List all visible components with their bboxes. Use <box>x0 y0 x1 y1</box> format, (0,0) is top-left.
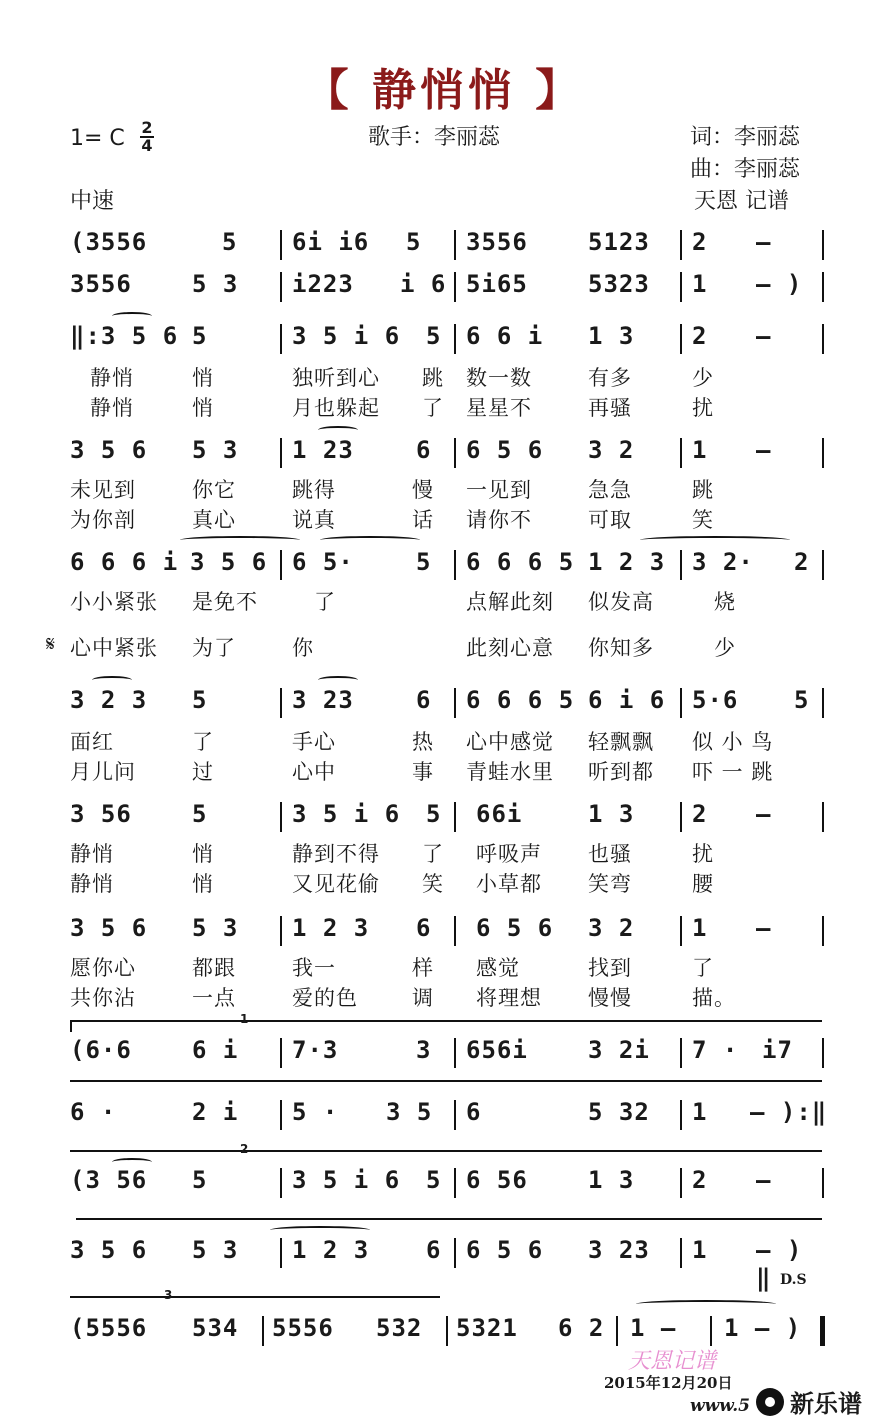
barline <box>454 1038 456 1068</box>
notation-row-4 <box>70 436 830 476</box>
lyric-word: 过 <box>192 760 214 784</box>
measure-cell: 6 <box>466 1098 482 1126</box>
measure-cell: – ) <box>756 270 803 298</box>
lyric-word: 可取 <box>588 508 632 532</box>
measure-cell: 5 <box>426 800 442 828</box>
singer-credit: 歌手：李丽蕊 <box>368 125 501 150</box>
measure-cell: 1 3 <box>588 800 635 828</box>
lyric-word: 为了 <box>192 636 236 660</box>
measure-cell: 3556 <box>70 270 132 298</box>
lyric-word: 悄 <box>192 842 214 866</box>
measure-cell: 6 · <box>70 1098 117 1126</box>
barline <box>822 230 824 260</box>
measure-2b: 5 <box>406 228 422 256</box>
barline <box>454 802 456 832</box>
measure-cell: 3 5 i 6 <box>292 322 401 350</box>
lyric-word: 心中紧张 <box>70 636 158 660</box>
barline <box>280 1238 282 1268</box>
lyric-word: 都跟 <box>192 956 236 980</box>
measure-cell: 1 – ) <box>724 1314 802 1342</box>
measure-cell: 6 <box>426 1236 442 1264</box>
measure-4a: 2 <box>692 228 708 256</box>
lyric-word: 我一 <box>292 956 336 980</box>
lyric-word: 感觉 <box>476 956 520 980</box>
lyric-word: 说真 <box>292 508 336 532</box>
measure-cell: 3 2 3 <box>70 686 148 714</box>
barline <box>680 324 682 354</box>
barline <box>454 1238 456 1268</box>
ds-marking: D.S <box>780 1272 807 1288</box>
barline <box>822 802 824 832</box>
lyric-word: 愿你心 <box>70 956 136 980</box>
measure-cell: i 6 <box>400 270 447 298</box>
lyric-word: 呼吸声 <box>476 842 542 866</box>
measure-cell: 1 3 <box>588 322 635 350</box>
volta-1-bracket <box>70 1020 822 1022</box>
measure-cell: 534 <box>192 1314 239 1342</box>
lyric-word: 共你沾 <box>70 986 136 1010</box>
measure-cell: 66i <box>476 800 523 828</box>
measure-cell: 3 <box>416 1036 432 1064</box>
measure-cell: 5 3 <box>192 1236 239 1264</box>
lyric-word: 静悄 <box>70 842 114 866</box>
barline <box>280 230 282 260</box>
barline <box>822 916 824 946</box>
barline <box>822 688 824 718</box>
measure-cell: 5 · <box>292 1098 339 1126</box>
barline <box>822 550 824 580</box>
lyric-word: 静悄 <box>90 396 134 420</box>
measure-cell: 5 <box>192 800 208 828</box>
lyric-word: 扰 <box>692 396 714 420</box>
measure-cell: 5323 <box>588 270 650 298</box>
transcription-date: 2015年12月20日 <box>604 1374 733 1392</box>
measure-cell: 6 i 6 <box>588 686 666 714</box>
measure-1b: 5 <box>222 228 238 256</box>
lyric-word: 慢 <box>412 478 434 502</box>
lyric-word: 静悄 <box>70 872 114 896</box>
measure-4b: – <box>756 228 772 256</box>
composer-credit: 曲：李丽蕊 <box>690 157 801 182</box>
barline <box>680 1038 682 1068</box>
measure-cell: i223 <box>292 270 354 298</box>
barline <box>680 1168 682 1198</box>
lyric-word: 小小紧张 <box>70 590 158 614</box>
lyric-word: 笑弯 <box>588 872 632 896</box>
measure-cell: 5 <box>426 322 442 350</box>
measure-cell: 5i65 <box>466 270 528 298</box>
lyric-word: 你它 <box>192 478 236 502</box>
lyric-word: 急急 <box>588 478 632 502</box>
measure-cell: 3 23 <box>292 686 354 714</box>
measure-cell: 6 i <box>192 1036 239 1064</box>
measure-cell: – <box>756 800 772 828</box>
measure-cell: 1 – <box>630 1314 677 1342</box>
lyric-word: 是免不 <box>192 590 258 614</box>
barline <box>680 688 682 718</box>
barline <box>710 1316 712 1346</box>
volta-1-number: 1 <box>240 1012 249 1026</box>
barline <box>280 688 282 718</box>
lyric-word: 笑 <box>422 872 444 896</box>
time-signature: 2 4 <box>141 118 153 155</box>
tempo-marking: 中速 <box>70 189 115 214</box>
measure-cell: – <box>756 436 772 464</box>
notation-row-7 <box>70 800 830 840</box>
transcriber-credit: 天恩 记谱 <box>694 189 789 214</box>
lyric-word: 事 <box>412 760 434 784</box>
lyric-word: 吓 一 跳 <box>692 760 774 784</box>
measure-cell: – ) ‖ <box>756 1236 803 1292</box>
lyric-word: 再骚 <box>588 396 632 420</box>
barline <box>454 550 456 580</box>
measure-cell: (6·6 <box>70 1036 132 1064</box>
measure-cell: 5 3 <box>192 270 239 298</box>
measure-cell: 656i <box>466 1036 528 1064</box>
site-watermark: www.5 <box>690 1396 750 1416</box>
measure-cell: 3 5 6 <box>70 1236 148 1264</box>
measure-cell: 7 · <box>692 1036 739 1064</box>
measure-cell: 1 2 3 <box>588 548 666 576</box>
lyric-word: 扰 <box>692 842 714 866</box>
measure-cell: 6 5 6 <box>476 914 554 942</box>
lyric-word: 静到不得 <box>292 842 380 866</box>
measure-cell: 3 56 <box>70 800 132 828</box>
tie-mark <box>636 1300 776 1308</box>
measure-cell: 6 6 i <box>466 322 544 350</box>
measure-2a: 6i i6 <box>292 228 370 256</box>
lyric-word: 心中 <box>292 760 336 784</box>
measure-cell: 6 5· <box>292 548 354 576</box>
measure-cell: 1 23 <box>292 436 354 464</box>
lyricist-credit: 词：李丽蕊 <box>690 125 801 150</box>
barline <box>280 802 282 832</box>
lyric-word: 你 <box>292 636 314 660</box>
lyric-word: 悄 <box>192 872 214 896</box>
notation-row-11 <box>70 1166 830 1206</box>
measure-cell: 6 <box>416 914 432 942</box>
measure-cell: 3 2i <box>588 1036 650 1064</box>
barline <box>280 272 282 302</box>
barline <box>454 324 456 354</box>
lyric-word: 笑 <box>692 508 714 532</box>
lyric-word: 了 <box>422 396 444 420</box>
lyric-word: 听到都 <box>588 760 654 784</box>
measure-cell: 3 2 <box>588 436 635 464</box>
measure-cell: 1 <box>692 1236 708 1264</box>
lyric-word: 似发高 <box>588 590 654 614</box>
volta-3-number: 3 <box>164 1288 173 1302</box>
slur-mark <box>112 1158 152 1166</box>
lyric-word: 也骚 <box>588 842 632 866</box>
notation-row-6 <box>70 686 830 726</box>
measure-cell: 5556 <box>272 1314 334 1342</box>
notation-row-1 <box>70 228 830 268</box>
barline <box>280 1100 282 1130</box>
measure-cell: 5 32 <box>588 1098 650 1126</box>
tie-mark <box>320 536 420 544</box>
measure-cell: 532 <box>376 1314 423 1342</box>
measure-cell: 6 6 6 5 <box>466 686 575 714</box>
lyric-word: 手心 <box>292 730 336 754</box>
lyric-word: 青蛙水里 <box>466 760 554 784</box>
barline <box>454 688 456 718</box>
barline <box>280 916 282 946</box>
lyric-word: 一点 <box>192 986 236 1010</box>
notation-row-2 <box>70 270 830 310</box>
measure-cell: 5 3 <box>192 914 239 942</box>
lyric-word: 慢慢 <box>588 986 632 1010</box>
lyric-word: 了 <box>692 956 714 980</box>
barline <box>822 324 824 354</box>
slur-mark <box>270 1226 370 1234</box>
measure-cell: 5321 <box>456 1314 518 1342</box>
volta-2-bracket <box>70 1150 822 1152</box>
lyric-word: 跳得 <box>292 478 336 502</box>
barline <box>454 1168 456 1198</box>
measure-cell: 1 <box>692 436 708 464</box>
barline <box>280 1038 282 1068</box>
lyric-word: 少 <box>714 636 736 660</box>
lyric-word: 请你不 <box>466 508 532 532</box>
volta-tick <box>70 1020 72 1032</box>
measure-cell: 5 <box>794 686 810 714</box>
measure-cell: 6 5 6 <box>466 1236 544 1264</box>
notation-row-5 <box>70 548 830 588</box>
lyric-word: 样 <box>412 956 434 980</box>
measure-3a: 3556 <box>466 228 528 256</box>
barline <box>822 1038 824 1068</box>
lyric-word: 轻飘飘 <box>588 730 654 754</box>
volta-2-number: 2 <box>240 1142 249 1156</box>
measure-cell: 5 <box>416 548 432 576</box>
barline <box>454 230 456 260</box>
measure-cell: 1 3 <box>588 1166 635 1194</box>
notation-row-8 <box>70 914 830 954</box>
barline <box>454 438 456 468</box>
lyric-word: 又见花偷 <box>292 872 380 896</box>
barline <box>616 1316 618 1346</box>
barline <box>446 1316 448 1346</box>
lyric-word: 悄 <box>192 366 214 390</box>
lyric-word: 了 <box>314 590 336 614</box>
measure-cell: 5 <box>192 322 208 350</box>
lyric-word: 调 <box>412 986 434 1010</box>
measure-cell: 5 <box>192 686 208 714</box>
lyric-word: 未见到 <box>70 478 136 502</box>
measure-cell: 3 5 6 <box>70 436 148 464</box>
measure-cell: 2 <box>692 1166 708 1194</box>
barline <box>680 438 682 468</box>
lyric-word: 点解此刻 <box>466 590 554 614</box>
barline <box>680 230 682 260</box>
measure-cell: – <box>756 322 772 350</box>
measure-3b: 5123 <box>588 228 650 256</box>
measure-cell: (5556 <box>70 1314 148 1342</box>
lyric-word: 少 <box>692 366 714 390</box>
barline <box>822 438 824 468</box>
barline <box>680 916 682 946</box>
measure-cell: 1 2 3 <box>292 914 370 942</box>
lyric-word: 热 <box>412 730 434 754</box>
brand-logo <box>756 1384 862 1419</box>
lyric-word: 描。 <box>692 986 736 1010</box>
barline <box>822 1168 824 1198</box>
barline <box>680 550 682 580</box>
volta-2-bracket-lower <box>76 1218 822 1220</box>
barline <box>454 272 456 302</box>
barline <box>280 324 282 354</box>
lyric-word: 话 <box>412 508 434 532</box>
lyric-word: 将理想 <box>476 986 542 1010</box>
measure-cell: 2 i <box>192 1098 239 1126</box>
measure-cell: 6 <box>416 686 432 714</box>
lyric-word: 面红 <box>70 730 114 754</box>
lyric-word: 似 小 鸟 <box>692 730 774 754</box>
song-title: 【 静悄悄 】 <box>304 65 584 116</box>
segno-icon: 𝄋 <box>46 632 57 656</box>
measure-cell: 3 5 <box>386 1098 433 1126</box>
disc-icon <box>756 1388 784 1416</box>
measure-cell: i7 <box>762 1036 793 1064</box>
barline <box>822 272 824 302</box>
lyric-word: 静悄 <box>90 366 134 390</box>
measure-cell: 5 3 <box>192 436 239 464</box>
barline <box>680 802 682 832</box>
lyric-word: 心中感觉 <box>466 730 554 754</box>
barline <box>454 916 456 946</box>
measure-cell: 1 <box>692 270 708 298</box>
measure-cell: 3 2· <box>692 548 754 576</box>
lyric-word: 真心 <box>192 508 236 532</box>
measure-cell: 6 6 6 i <box>70 548 179 576</box>
lyric-word: 你知多 <box>588 636 654 660</box>
measure-cell: ‖:3 5 6 <box>70 322 179 350</box>
measure-cell: 5 <box>426 1166 442 1194</box>
measure-cell: 5·6 <box>692 686 739 714</box>
barline <box>680 1238 682 1268</box>
measure-cell: 3 5 6 <box>190 548 268 576</box>
measure-cell: 3 5 i 6 <box>292 800 401 828</box>
measure-cell: 1 <box>692 914 708 942</box>
measure-cell: 6 5 6 <box>466 436 544 464</box>
measure-cell: 6 <box>416 436 432 464</box>
barline <box>454 1100 456 1130</box>
slur-mark <box>112 312 152 320</box>
measure-cell: 7·3 <box>292 1036 339 1064</box>
lyric-word: 月儿问 <box>70 760 136 784</box>
barline <box>262 1316 264 1346</box>
barline <box>680 272 682 302</box>
slur-mark <box>318 676 358 684</box>
measure-cell: – <box>756 914 772 942</box>
lyric-word: 烧 <box>714 590 736 614</box>
tie-mark <box>640 536 790 544</box>
transcriber-signature: 天恩记谱 <box>628 1349 717 1374</box>
barline <box>680 1100 682 1130</box>
brand-name: 新乐谱 <box>790 1390 862 1418</box>
measure-cell: 6 56 <box>466 1166 528 1194</box>
barline <box>280 1168 282 1198</box>
measure-cell: – <box>756 1166 772 1194</box>
lyric-word: 独听到心 <box>292 366 380 390</box>
measure-cell: 6 6 6 5 <box>466 548 575 576</box>
measure-cell: 1 <box>692 1098 708 1126</box>
slur-mark <box>92 676 132 684</box>
final-barline <box>820 1316 825 1346</box>
lyric-word: 了 <box>192 730 214 754</box>
lyric-word: 腰 <box>692 872 714 896</box>
lyric-word: 悄 <box>192 396 214 420</box>
barline <box>280 438 282 468</box>
lyric-word: 爱的色 <box>292 986 358 1010</box>
measure-cell: 2 <box>692 800 708 828</box>
lyric-word: 数一数 <box>466 366 532 390</box>
notation-row-9 <box>70 1036 830 1076</box>
measure-1a: (3556 <box>70 228 148 256</box>
lyric-word: 找到 <box>588 956 632 980</box>
volta-1-bracket-lower <box>70 1080 822 1082</box>
measure-cell: 3 23 <box>588 1236 650 1264</box>
measure-cell: 5 <box>192 1166 208 1194</box>
measure-cell: (3 56 <box>70 1166 148 1194</box>
notation-row-10 <box>70 1098 830 1138</box>
measure-cell: – ):‖ <box>750 1098 828 1126</box>
measure-cell: 3 2 <box>588 914 635 942</box>
measure-cell: 2 <box>692 322 708 350</box>
volta-3-bracket <box>70 1296 440 1298</box>
notation-row-3 <box>70 322 830 362</box>
lyric-word: 星星不 <box>466 396 532 420</box>
lyric-word: 跳 <box>692 478 714 502</box>
lyric-word: 月也躲起 <box>292 396 380 420</box>
lyric-word: 为你剖 <box>70 508 136 532</box>
lyric-word: 跳 <box>422 366 444 390</box>
barline <box>280 550 282 580</box>
measure-cell: 3 5 i 6 <box>292 1166 401 1194</box>
slur-mark <box>318 426 358 434</box>
tie-mark <box>180 536 300 544</box>
measure-cell: 2 <box>794 548 810 576</box>
key-signature: 1= C <box>70 126 125 151</box>
lyric-word: 小草都 <box>476 872 542 896</box>
measure-cell: 3 5 6 <box>70 914 148 942</box>
lyric-word: 有多 <box>588 366 632 390</box>
measure-cell: 6 2 <box>558 1314 605 1342</box>
lyric-word: 此刻心意 <box>466 636 554 660</box>
measure-cell: 1 2 3 <box>292 1236 370 1264</box>
lyric-word: 一见到 <box>466 478 532 502</box>
lyric-word: 了 <box>422 842 444 866</box>
